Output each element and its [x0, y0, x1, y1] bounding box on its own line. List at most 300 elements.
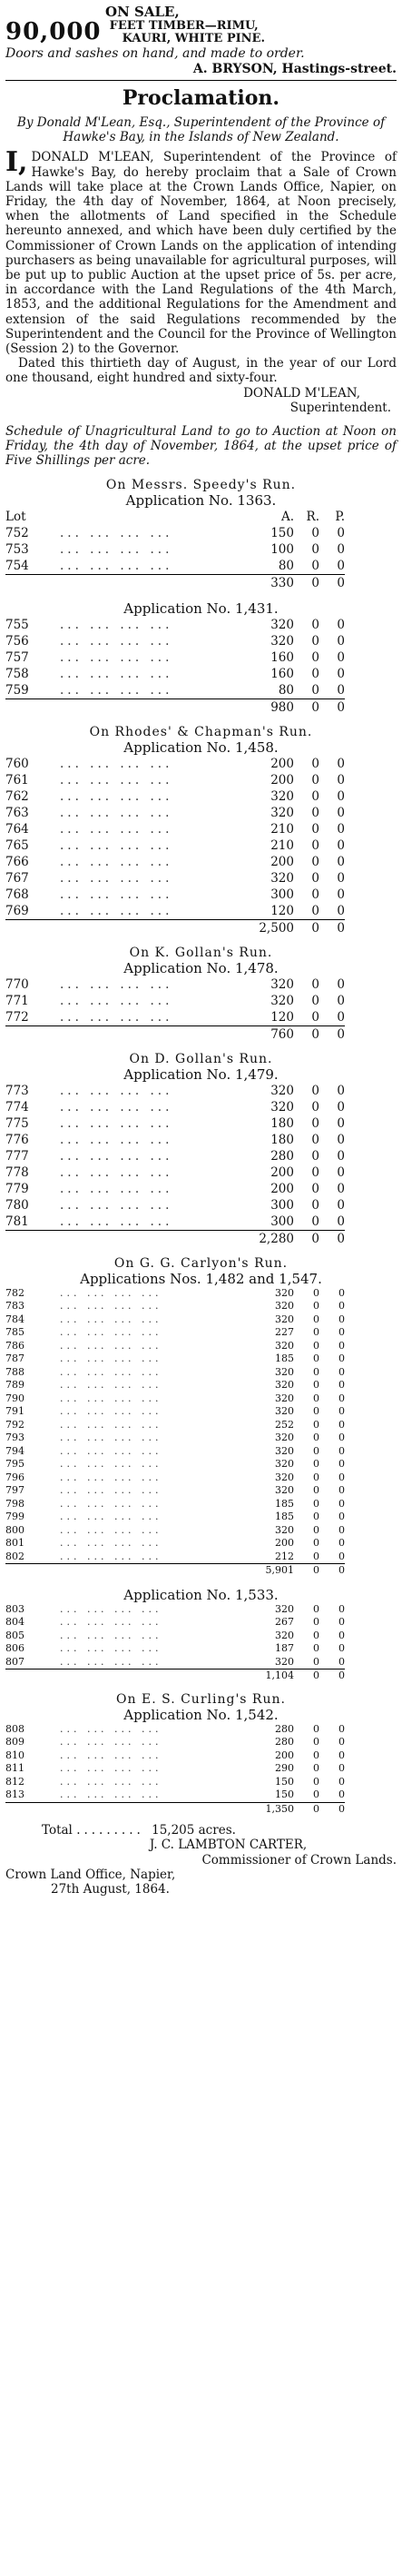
table-row [5, 1164, 345, 1181]
perches: 0 [337, 1148, 345, 1164]
leader-dots: ... ... ... ... [60, 1418, 162, 1431]
perches: 0 [338, 1392, 345, 1404]
acres: 227 [275, 1326, 294, 1339]
subtotal-spacer [60, 1802, 250, 1816]
sale-line-1: FEET TIMBER—RIMU, [109, 19, 259, 33]
acres: 320 [275, 1379, 294, 1392]
perches: 0 [338, 1775, 345, 1788]
acres: 320 [275, 1458, 294, 1471]
lot-number: 773 [5, 1083, 29, 1098]
roods: 0 [311, 558, 319, 573]
acres: 320 [270, 870, 294, 886]
roods: 0 [313, 1392, 319, 1404]
subtotal-acres: 2,280 [250, 1230, 294, 1247]
lot-number: 813 [5, 1788, 25, 1801]
roods: 0 [313, 1788, 319, 1801]
perches: 0 [337, 525, 345, 540]
perches: 0 [338, 1550, 345, 1562]
leader-dots: ... ... ... ... [60, 1511, 162, 1523]
sale-quantity: 90,000 [5, 18, 102, 45]
lot-number: 765 [5, 837, 29, 853]
perches: 0 [338, 1405, 345, 1418]
roods: 0 [311, 854, 319, 869]
acres: 100 [270, 541, 294, 557]
col-acres: A. [280, 509, 294, 524]
table-row [5, 1498, 345, 1511]
col-spacer [60, 509, 250, 525]
table-row [5, 903, 345, 920]
table-row [5, 1181, 345, 1197]
table-row [5, 617, 345, 633]
run-title: On Rhodes' & Chapman's Run. [89, 724, 313, 739]
lot-number: 812 [5, 1775, 25, 1788]
leader-dots: ... ... ... ... [60, 1788, 162, 1801]
run-group [5, 1692, 397, 1817]
acres: 200 [270, 772, 294, 788]
proclamation-signer-title: Superintendent. [289, 400, 391, 415]
lot-table [5, 1083, 345, 1247]
leader-dots: ... ... ... ... [60, 756, 173, 771]
roods: 0 [311, 788, 319, 804]
perches: 0 [338, 1642, 345, 1655]
roods: 0 [311, 993, 319, 1008]
subtotal-spacer [60, 574, 250, 591]
subtotal-roods: 0 [294, 1230, 319, 1247]
table-row [5, 1749, 345, 1763]
leader-dots: ... ... ... ... [60, 1550, 162, 1562]
lot-number: 792 [5, 1418, 25, 1431]
roods: 0 [313, 1352, 319, 1365]
lot-number: 781 [5, 1214, 29, 1229]
roods: 0 [313, 1749, 319, 1761]
roods: 0 [313, 1471, 319, 1483]
subtotal-blank [5, 1564, 60, 1578]
roods: 0 [311, 617, 319, 632]
table-row [5, 525, 345, 541]
leader-dots: ... ... ... ... [60, 1523, 162, 1536]
perches: 0 [338, 1286, 345, 1299]
perches: 0 [338, 1523, 345, 1536]
lot-number: 790 [5, 1392, 25, 1404]
table-row [5, 976, 345, 993]
subtotal-blank [5, 1230, 60, 1247]
run-group [5, 1052, 397, 1247]
grand-total: Total ......... 15,205 acres. [42, 1823, 236, 1838]
acres: 320 [270, 805, 294, 820]
col-roods: R. [306, 509, 319, 524]
subtotal-perches: 0 [319, 1669, 345, 1683]
table-row [5, 633, 345, 649]
acres: 150 [275, 1775, 294, 1788]
subtotal-blank [5, 1025, 60, 1043]
leader-dots: ... ... ... ... [60, 1132, 173, 1147]
subtotal-roods: 0 [294, 1802, 319, 1816]
table-row [5, 541, 345, 558]
lot-number: 775 [5, 1115, 29, 1131]
acres: 300 [270, 1197, 294, 1213]
run-title: On Messrs. Speedy's Run. [105, 477, 297, 492]
roods: 0 [311, 1214, 319, 1229]
leader-dots: ... ... ... ... [60, 1616, 162, 1629]
perches: 0 [338, 1339, 345, 1352]
perches: 0 [337, 903, 345, 918]
perches: 0 [337, 633, 345, 649]
leader-dots: ... ... ... ... [60, 887, 173, 902]
subtotal-acres: 5,901 [250, 1564, 294, 1578]
perches: 0 [338, 1300, 345, 1313]
table-row [5, 1083, 345, 1099]
roods: 0 [313, 1642, 319, 1655]
table-row [5, 1197, 345, 1214]
acres: 200 [275, 1749, 294, 1761]
run-group [5, 725, 397, 936]
perches: 0 [337, 805, 345, 820]
perches: 0 [338, 1313, 345, 1325]
table-row [5, 1458, 345, 1471]
perches: 0 [338, 1722, 345, 1735]
table-row [5, 1099, 345, 1115]
perches: 0 [337, 1115, 345, 1131]
perches: 0 [337, 1009, 345, 1025]
leader-dots: ... ... ... ... [60, 1736, 162, 1749]
subtotal-row [5, 1025, 345, 1043]
lot-table [5, 976, 345, 1043]
lot-number: 757 [5, 649, 29, 665]
table-row [5, 1379, 345, 1392]
perches: 0 [338, 1326, 345, 1339]
acres: 320 [275, 1392, 294, 1404]
acres: 200 [270, 756, 294, 771]
run-title: On D. Gollan's Run. [129, 1051, 273, 1066]
run-title: On E. S. Curling's Run. [116, 1691, 286, 1707]
acres: 185 [275, 1511, 294, 1523]
leader-dots: ... ... ... ... [60, 1009, 173, 1025]
proclamation-signer: DONALD M'LEAN, [243, 385, 360, 401]
perches: 0 [337, 1083, 345, 1098]
subtotal-row [5, 1669, 345, 1683]
table-row [5, 870, 345, 887]
acres: 160 [270, 666, 294, 681]
table-row [5, 666, 345, 682]
table-row [5, 1287, 345, 1301]
grand-total-value: 15,205 acres. [152, 1823, 236, 1838]
subtotal-blank [5, 1802, 60, 1816]
lot-number: 789 [5, 1379, 25, 1392]
lot-table [5, 1603, 345, 1683]
roods: 0 [311, 541, 319, 557]
lot-number: 810 [5, 1749, 25, 1761]
lot-number: 766 [5, 854, 29, 869]
table-row [5, 1524, 345, 1538]
perches: 0 [338, 1471, 345, 1483]
table-row [5, 1132, 345, 1148]
leader-dots: ... ... ... ... [60, 1655, 162, 1668]
acres: 280 [270, 1148, 294, 1164]
acres: 185 [275, 1352, 294, 1365]
leader-dots: ... ... ... ... [60, 541, 173, 557]
table-row [5, 1616, 345, 1630]
leader-dots: ... ... ... ... [60, 1602, 162, 1615]
table-row [5, 558, 345, 575]
leader-dots: ... ... ... ... [60, 788, 173, 804]
commissioner-title: Commissioner of Crown Lands. [201, 1852, 397, 1868]
leader-dots: ... ... ... ... [60, 1775, 162, 1788]
acres: 80 [278, 682, 294, 698]
subtotal-acres: 1,104 [250, 1669, 294, 1683]
table-row [5, 1511, 345, 1524]
lot-number: 783 [5, 1300, 25, 1313]
lot-number: 787 [5, 1352, 25, 1365]
perches: 0 [338, 1749, 345, 1761]
table-row [5, 1445, 345, 1459]
table-row [5, 1300, 345, 1313]
lot-number: 811 [5, 1762, 25, 1775]
perches: 0 [337, 854, 345, 869]
leader-dots: ... ... ... ... [60, 633, 173, 649]
table-row [5, 1009, 345, 1026]
table-row [5, 1471, 345, 1485]
table-row [5, 1214, 345, 1231]
leader-dots: ... ... ... ... [60, 649, 173, 665]
subtotal-blank [5, 1669, 60, 1683]
table-row [5, 1115, 345, 1132]
leader-dots: ... ... ... ... [60, 1181, 173, 1196]
lot-number: 756 [5, 633, 29, 649]
perches: 0 [338, 1365, 345, 1378]
doors-line: Doors and sashes on hand, and made to order. [5, 46, 305, 61]
run-group [5, 1578, 397, 1683]
table-header [5, 509, 345, 525]
run-group [5, 478, 397, 591]
leader-dots: ... ... ... ... [60, 617, 173, 632]
table-row [5, 1537, 345, 1551]
leader-dots: ... ... ... ... [60, 903, 173, 918]
grand-total-label: Total [42, 1823, 73, 1838]
lot-number: 764 [5, 821, 29, 837]
roods: 0 [313, 1655, 319, 1668]
subtotal-perches: 0 [319, 1564, 345, 1578]
perches: 0 [337, 1197, 345, 1213]
subtotal-acres: 330 [250, 574, 294, 591]
leader-dots: ... ... ... ... [60, 1458, 162, 1471]
lot-number: 777 [5, 1148, 29, 1164]
proclamation-text: DONALD M'LEAN, Superintendent of the Province of Hawke's Bay, do hereby proclaim that a Sale of Crown Lands will take place at the Crown Lands Office, Napier, on Friday, the 4th day of November, 1864, at Noon precisely, when the allotments of Land specified in the Schedule hereunto annexed, and which have been duly certified by the Commissioner of Crown Lands on the application of intending purchasers as being unavailable for agricultural purposes, will be put up to public Auction at the upset price of 5s. per acre, in accordance with the Land Regulations of the 4th March, 1853, and the additional Regulations for the Amendment and extension of the said Regulations recommended by the Superintendent and the Council for the Province of Wellington (Session 2) to the Governor. [5, 150, 397, 357]
application-number: Applications Nos. 1,482 and 1,547. [80, 1270, 322, 1287]
lot-number: 806 [5, 1642, 25, 1655]
lot-number: 769 [5, 903, 29, 918]
acres: 185 [275, 1497, 294, 1510]
application-number: Application No. 1,542. [123, 1706, 279, 1723]
lot-number: 799 [5, 1511, 25, 1523]
perches: 0 [337, 756, 345, 771]
lot-number: 754 [5, 558, 29, 573]
subtotal-roods: 0 [294, 1025, 319, 1043]
roods: 0 [311, 1181, 319, 1196]
perches: 0 [337, 1164, 345, 1180]
roods: 0 [311, 1132, 319, 1147]
perches: 0 [337, 887, 345, 902]
roods: 0 [313, 1511, 319, 1523]
table-row [5, 772, 345, 788]
roods: 0 [311, 805, 319, 820]
schedule-heading: Schedule of Unagricultural Land to go to Auction at Noon on Friday, the 4th day of November, 1864, at the upset price of Five Shillings per acre. [5, 424, 397, 469]
leader-dots: ... ... ... ... [60, 1313, 162, 1325]
roods: 0 [311, 976, 319, 992]
leader-dots: ... ... ... ... [60, 1197, 173, 1213]
subtotal-row [5, 1802, 345, 1816]
roods: 0 [313, 1432, 319, 1444]
subtotal-spacer [60, 1564, 250, 1578]
application-number: Application No. 1,533. [123, 1586, 279, 1603]
lot-number: 803 [5, 1602, 25, 1615]
lot-number: 791 [5, 1405, 25, 1418]
leader-dots: ... ... ... ... [60, 1471, 162, 1483]
acres: 200 [270, 854, 294, 869]
lot-number: 793 [5, 1432, 25, 1444]
proclamation-dated: Dated this thirtieth day of August, in the year of our Lord one thousand, eight hundred and sixty-four. [5, 356, 397, 386]
perches: 0 [337, 541, 345, 557]
application-number: Application No. 1,458. [123, 738, 279, 756]
leader-dots: ... ... ... ... [60, 976, 173, 992]
roods: 0 [311, 821, 319, 837]
roods: 0 [313, 1379, 319, 1392]
proclamation-title: Proclamation. [122, 86, 280, 110]
leader-dots: ... ... ... ... [60, 821, 173, 837]
roods: 0 [313, 1722, 319, 1735]
subtotal-row [5, 1564, 345, 1578]
roods: 0 [311, 887, 319, 902]
roods: 0 [313, 1339, 319, 1352]
roods: 0 [313, 1484, 319, 1497]
perches: 0 [337, 837, 345, 853]
roods: 0 [313, 1458, 319, 1471]
subtotal-roods: 0 [294, 919, 319, 936]
perches: 0 [337, 1132, 345, 1147]
acres: 120 [270, 1009, 294, 1025]
table-row [5, 649, 345, 666]
roods: 0 [313, 1736, 319, 1749]
table-row [5, 788, 345, 805]
table-row [5, 1551, 345, 1564]
subtotal-perches: 0 [319, 698, 345, 716]
leader-dots: ... ... ... ... [60, 805, 173, 820]
acres: 180 [270, 1132, 294, 1147]
lot-table [5, 509, 345, 591]
application-number: Application No. 1363. [125, 491, 277, 509]
lot-number: 770 [5, 976, 29, 992]
perches: 0 [338, 1497, 345, 1510]
acres: 320 [275, 1444, 294, 1457]
subtotal-row [5, 919, 345, 936]
leader-dots: ... ... ... ... [60, 1083, 173, 1098]
roods: 0 [311, 649, 319, 665]
table-row [5, 756, 345, 772]
acres: 320 [275, 1339, 294, 1352]
roods: 0 [313, 1537, 319, 1550]
leader-dots: ... ... ... ... [60, 1762, 162, 1775]
lot-number: 755 [5, 617, 29, 632]
lot-number: 796 [5, 1471, 25, 1483]
roods: 0 [313, 1775, 319, 1788]
acres: 320 [275, 1655, 294, 1668]
leader-dots: ... ... ... ... [60, 870, 173, 886]
acres: 320 [270, 788, 294, 804]
subtotal-blank [5, 919, 60, 936]
acres: 210 [270, 821, 294, 837]
subtotal-spacer [60, 698, 250, 716]
subtotal-acres: 980 [250, 698, 294, 716]
subtotal-roods: 0 [294, 1669, 319, 1683]
table-row [5, 1762, 345, 1776]
perches: 0 [338, 1736, 345, 1749]
leader-dots: ... ... ... ... [60, 1629, 162, 1641]
leader-dots: ... ... ... ... [60, 1444, 162, 1457]
col-lot: Lot [5, 509, 26, 524]
lot-number: 804 [5, 1616, 25, 1629]
leader-dots: ... ... ... ... [60, 1722, 162, 1735]
subtotal-acres: 1,350 [250, 1802, 294, 1816]
roods: 0 [311, 837, 319, 853]
acres: 320 [270, 1083, 294, 1098]
roods: 0 [313, 1444, 319, 1457]
table-row [5, 1352, 345, 1366]
subtotal-spacer [60, 1230, 250, 1247]
acres: 320 [270, 1099, 294, 1115]
leader-dots: ... ... ... ... [60, 772, 173, 788]
perches: 0 [337, 993, 345, 1008]
roods: 0 [311, 666, 319, 681]
roods: 0 [311, 1164, 319, 1180]
table-row [5, 1630, 345, 1643]
leader-dots: ... ... ... ... [60, 1339, 162, 1352]
table-row [5, 1326, 345, 1340]
leader-dots: ... ... ... ... [60, 525, 173, 540]
acres: 80 [278, 558, 294, 573]
roods: 0 [313, 1300, 319, 1313]
application-number: Application No. 1,479. [123, 1065, 279, 1083]
acres: 300 [270, 1214, 294, 1229]
leader-dots: ... ... ... ... [60, 837, 173, 853]
subtotal-roods: 0 [294, 574, 319, 591]
leader-dots: ... ... ... ... [60, 1148, 173, 1164]
acres: 320 [275, 1629, 294, 1641]
subtotal-perches: 0 [319, 1025, 345, 1043]
table-row [5, 1723, 345, 1737]
table-row [5, 1484, 345, 1498]
lot-number: 782 [5, 1286, 25, 1299]
leader-dots: ... ... ... ... [60, 1749, 162, 1761]
leader-dots: ... ... ... ... [60, 1300, 162, 1313]
acres: 320 [275, 1300, 294, 1313]
perches: 0 [338, 1602, 345, 1615]
lot-number: 759 [5, 682, 29, 698]
roods: 0 [313, 1602, 319, 1615]
lot-number: 753 [5, 541, 29, 557]
perches: 0 [337, 649, 345, 665]
leader-dots: ... ... ... ... [60, 1405, 162, 1418]
date-line: 27th August, 1864. [51, 1881, 170, 1897]
leader-dots: ... ... ... ... [60, 854, 173, 869]
perches: 0 [337, 976, 345, 992]
lot-number: 767 [5, 870, 29, 886]
roods: 0 [313, 1497, 319, 1510]
lot-number: 808 [5, 1722, 25, 1735]
perches: 0 [338, 1788, 345, 1801]
lot-table [5, 1723, 345, 1817]
commissioner-name: J. C. LAMBTON CARTER, [149, 1838, 308, 1853]
run-group [5, 946, 397, 1043]
acres: 320 [275, 1523, 294, 1536]
